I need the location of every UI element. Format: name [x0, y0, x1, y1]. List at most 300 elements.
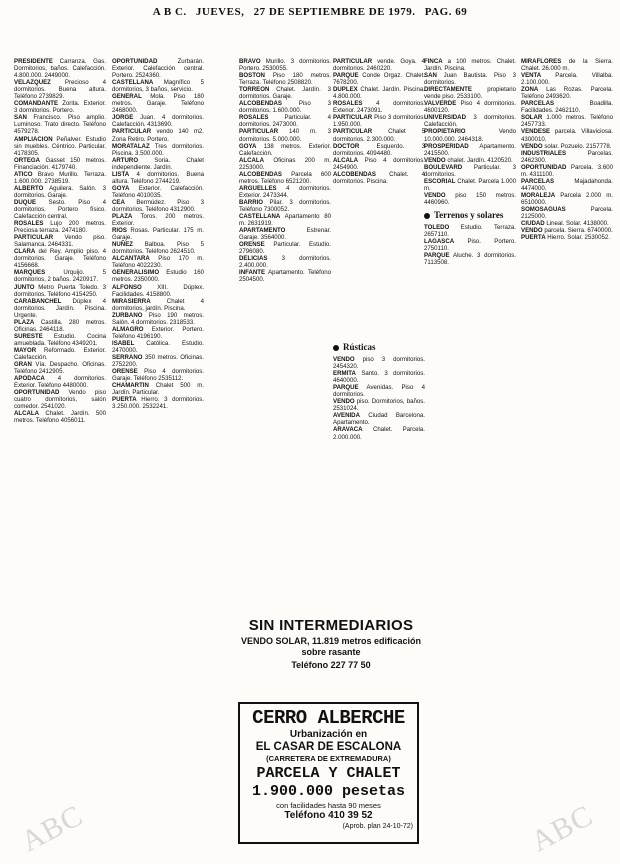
- classified-listing: [521, 128, 613, 142]
- listing-text: Dúplex 4 dormitorios. Jardín. Piscina. Urgente.: [14, 297, 106, 319]
- listing-keyword: SOLAR: [521, 114, 543, 122]
- advert-approval: (Aprob. plan 24-10-72): [342, 823, 413, 830]
- sin-intermediarios-notice: [239, 618, 423, 692]
- listing-keyword: OPORTUNIDAD: [521, 163, 567, 171]
- listing-text: Bravo Murillo. Terraza. 1.600.000. 2738519.: [14, 170, 106, 185]
- page-number: PAG. 69: [424, 6, 468, 18]
- listing-text: Oficinas 200 m. 2253000.: [239, 156, 331, 171]
- classified-listing: [333, 72, 425, 86]
- listing-keyword: ALBERTO: [14, 184, 44, 192]
- classified-listing: [424, 114, 516, 128]
- listing-text: Peñalver. Estudio sin muebles. Céntrico. Particular. 4178305.: [14, 135, 106, 157]
- listing-keyword: ERMITA: [333, 370, 356, 378]
- listing-keyword: BOSTON: [239, 72, 265, 80]
- listing-text: Murillo. 3 dormitorios. Portero. 2530055.: [239, 58, 331, 73]
- classified-listing: [424, 100, 516, 114]
- classified-listing: [239, 199, 331, 213]
- classified-listing: [14, 171, 106, 185]
- classified-listing: [239, 58, 331, 72]
- listing-text: Estudio 160 metros. 2350000.: [112, 269, 204, 284]
- listing-keyword: TOLEDO: [424, 223, 450, 231]
- listing-keyword: GRAN: [14, 361, 32, 369]
- classified-listing: [239, 269, 331, 283]
- listing-keyword: PUERTA: [112, 396, 137, 404]
- advert-terms: con facilidades hasta 90 meses: [276, 801, 381, 810]
- listing-text: Chalet. Parcela. 2.000.000.: [333, 426, 425, 441]
- listing-text: Exterior. Portero. Teléfono 4196190.: [112, 325, 204, 340]
- listing-text: Esquerdo. 3 dormitorios. 4094480.: [333, 142, 425, 157]
- classified-listing: [14, 375, 106, 389]
- listing-text: Piso 4 dormitorios. Garaje. Teléfono 2535112.: [112, 368, 204, 383]
- listing-keyword: JORGE: [112, 114, 134, 122]
- listing-keyword: ALCANTARA: [112, 255, 150, 263]
- advert-location: EL CASAR DE ESCALONA: [255, 741, 402, 753]
- listing-text: Piso 4 dormitorios. 2454900.: [333, 156, 425, 171]
- listing-keyword: VENDESE: [521, 128, 551, 136]
- listing-text: Vendo piso cuatro dormitorios, salón comedor. 2541020.: [14, 389, 106, 411]
- classified-listing: [112, 58, 204, 79]
- listing-keyword: CASTELLANA: [112, 79, 154, 87]
- listing-text: Lujo 200 metros. Preciosa terraza. 2474180.: [14, 220, 106, 235]
- listing-text: Tres dormitorios. Piscina. 3.500.000.: [112, 142, 204, 157]
- listing-keyword: MORATALAZ: [112, 142, 150, 150]
- listing-keyword: ATICO: [14, 170, 33, 178]
- classified-listing: [239, 100, 331, 114]
- classified-listing: [112, 157, 204, 171]
- listing-keyword: CLARA: [14, 248, 36, 256]
- classified-listing: [239, 213, 331, 227]
- classified-listing: [112, 199, 204, 213]
- listing-keyword: DIRECTAMENTE: [424, 86, 472, 94]
- classified-listing: [424, 224, 516, 238]
- listing-text: Gasset 150 metros. Financiación. 4179740.: [14, 156, 106, 171]
- listing-keyword: ESCORIAL: [424, 177, 456, 185]
- listing-text: Chalet. 4 dormitorios. Piscina.: [333, 170, 425, 185]
- listing-keyword: CEA: [112, 198, 125, 206]
- classified-listing: [112, 340, 204, 354]
- classified-listing: [521, 227, 613, 234]
- classified-listing: [333, 398, 425, 412]
- classified-listing: [112, 114, 204, 128]
- listing-keyword: SAN: [14, 114, 27, 122]
- listing-keyword: PROPIETARIO: [424, 128, 466, 136]
- listing-keyword: PARTICULAR: [239, 128, 279, 136]
- advert-price: 1.900.000 pesetas: [251, 783, 406, 800]
- listing-text: Balboa. Piso 5 dormitorios. Teléfono 2624510.: [112, 241, 204, 256]
- classified-listing: [112, 128, 204, 142]
- classified-listing: [14, 185, 106, 199]
- listing-keyword: DUQUE: [14, 198, 37, 206]
- listing-text: Chalet. Parcela 1.000 m.: [424, 177, 516, 192]
- listing-text: 1.000 metros. Teléfono 2457733.: [521, 114, 613, 129]
- listing-keyword: GOYA: [112, 184, 130, 192]
- listing-keyword: ORTEGA: [14, 156, 41, 164]
- listing-keyword: PARCELAS: [521, 100, 555, 108]
- listing-text: Vía. Despacho. Oficinas. Teléfono 2412905.: [14, 361, 106, 376]
- listing-keyword: ALCALA: [239, 156, 265, 164]
- listing-text: 4 dormitorios. Exterior. 2473344.: [239, 184, 331, 199]
- listing-keyword: CHAMARTIN: [112, 382, 149, 390]
- listing-keyword: LISTA: [112, 170, 130, 178]
- listing-text: Católica. Estudio. 2470000.: [112, 339, 204, 354]
- classified-listing: [14, 269, 106, 283]
- listing-keyword: ORENSE: [239, 241, 265, 249]
- listing-text: piso 3 dormitorios. 2454320.: [333, 356, 425, 371]
- classified-listing: [424, 72, 516, 86]
- classified-listing: [521, 143, 613, 150]
- listing-keyword: SERRANO: [112, 353, 143, 361]
- classified-listing: [239, 241, 331, 255]
- listing-keyword: DELICIAS: [239, 255, 268, 263]
- listing-keyword: NUÑEZ: [112, 241, 133, 249]
- listing-keyword: ARGUELLES: [239, 184, 277, 192]
- classified-listing: [239, 171, 331, 185]
- classified-listing: [14, 58, 106, 79]
- listing-keyword: COMANDANTE: [14, 100, 59, 108]
- advert-offer: PARCELA Y CHALET: [256, 765, 401, 782]
- terrenos-listings: [424, 224, 516, 266]
- classified-listing: [112, 354, 204, 368]
- advert-subtitle: Urbanización en: [289, 729, 368, 740]
- listing-text: 4 dormitorios. Exterior. Teléfono 4480000.: [14, 375, 106, 390]
- listing-text: Particular. Estudio. 2796080.: [239, 241, 331, 256]
- advert-title: CERRO ALBERCHE: [252, 707, 405, 729]
- listing-keyword: ALCALA: [14, 410, 40, 418]
- listing-keyword: ZURBANO: [112, 311, 143, 319]
- listing-keyword: FINCA: [424, 58, 443, 65]
- listing-keyword: ALCALA: [333, 156, 359, 164]
- classified-listing: [424, 178, 516, 192]
- listing-keyword: BOULEVARD: [424, 163, 463, 171]
- listing-keyword: ALCOBENDAS: [333, 170, 376, 178]
- listing-keyword: PLAZA: [14, 318, 35, 326]
- listing-text: Francisco. Piso amplio. Luminoso. Trato directo. Teléfono 4579278.: [14, 114, 106, 136]
- listing-keyword: UNIVERSIDAD: [424, 114, 466, 122]
- listing-keyword: GENERALISIMO: [112, 269, 160, 277]
- classified-listing: [14, 389, 106, 410]
- classified-listing: [239, 157, 331, 171]
- listing-keyword: LAGASCA: [424, 238, 455, 246]
- classified-listing: [424, 157, 516, 164]
- listing-keyword: INDUSTRIALES: [521, 149, 567, 157]
- classified-listing: [521, 86, 613, 100]
- classified-listing: [112, 284, 204, 298]
- classified-listing: [239, 114, 331, 128]
- listing-text: 350 metros. Oficinas. 2752200.: [112, 353, 204, 369]
- listing-keyword: SAN: [424, 72, 437, 80]
- listing-text: Sesto. Piso 4 dormitorios. Portero físico. Calefacción central.: [14, 198, 106, 221]
- listing-text: Chalet 500 m. Jardín. Particular.: [112, 382, 204, 397]
- listing-text: vende. Goya. 4 dormitorios. 2460220.: [333, 58, 425, 73]
- listing-text: Piso 170 m. Teléfono 4022230.: [112, 255, 204, 270]
- listing-text: Parcela. 3.600 m. 4311100.: [521, 163, 613, 178]
- listing-keyword: RIOS: [112, 227, 127, 235]
- classified-listing: [14, 284, 106, 298]
- listing-keyword: ROSALES: [14, 220, 44, 228]
- listing-text: Las Rozas. Parcela. Teléfono 2493620.: [521, 86, 613, 101]
- listing-keyword: ALFONSO: [112, 283, 142, 291]
- listing-text: Chalet 5 dormitorios. 2.300.000.: [333, 128, 425, 143]
- classified-listing: [521, 100, 613, 114]
- classified-listing: [333, 157, 425, 171]
- classified-listing: [333, 412, 425, 426]
- listing-keyword: MARQUES: [14, 269, 46, 277]
- listing-keyword: VENDO: [424, 191, 446, 199]
- abc-watermark: ABC: [525, 798, 599, 859]
- listing-keyword: GOYA: [239, 142, 257, 150]
- classified-listing: [333, 426, 425, 440]
- classified-listing: [112, 312, 204, 326]
- classified-listing: [521, 164, 613, 178]
- classifieds-column-6: [521, 58, 613, 838]
- classified-listing: [333, 384, 425, 398]
- classified-listing: [112, 213, 204, 227]
- listing-text: Mola. Piso 180 metros. Garaje. Teléfono 2468000.: [112, 93, 204, 115]
- listing-keyword: APARTAMENTO: [239, 227, 286, 235]
- classified-listing: [112, 171, 204, 185]
- classified-listing: [14, 410, 106, 424]
- listing-text: piso 150 metros. 4460960.: [424, 191, 516, 206]
- classified-listing: [14, 114, 106, 135]
- classified-listing: [239, 143, 331, 157]
- listing-keyword: ROSALES: [239, 114, 269, 122]
- listing-text: propietario vende piso. 2533100.: [424, 86, 516, 101]
- classified-listing: [333, 114, 425, 128]
- listing-text: Chalet. Jardín. Piscina. 4.800.000.: [333, 86, 425, 101]
- listing-keyword: VENDO: [333, 356, 355, 363]
- classified-listing: [14, 79, 106, 100]
- listing-text: Conde Orgaz. Chalet. 7678200.: [333, 72, 425, 87]
- listing-text: Piso. Portero. 2750110.: [424, 238, 516, 253]
- classified-listing: [14, 199, 106, 220]
- classified-listing: [521, 220, 613, 227]
- listing-text: Reformado. Exterior. Calefacción.: [14, 346, 106, 361]
- listing-keyword: ISABEL: [112, 339, 135, 347]
- advert-phone: Teléfono 410 39 52: [284, 810, 373, 821]
- classified-listing: [333, 143, 425, 157]
- rusticas-section: [333, 338, 425, 510]
- listing-keyword: PARQUE: [333, 72, 359, 80]
- classifieds-column-2: [112, 58, 204, 838]
- advert-road: (CARRETERA DE EXTREMADURA): [266, 754, 391, 763]
- column-5-listings: [424, 58, 516, 206]
- classified-listing: [424, 128, 516, 142]
- listing-text: Apartamento 80 m. 2631919.: [239, 213, 331, 228]
- classified-listing: [424, 192, 516, 206]
- listing-keyword: SOMOSAGUAS: [521, 205, 566, 213]
- classified-listing: [333, 100, 425, 114]
- classified-listing: [424, 86, 516, 100]
- listing-text: Lineal. Solar. 4138000.: [544, 220, 609, 228]
- listing-text: Piso 180 metros. Terraza. Teléfono 2508820.: [239, 72, 331, 87]
- listing-keyword: MORALEJA: [521, 191, 556, 199]
- listing-keyword: OPORTUNIDAD: [112, 58, 158, 65]
- listing-text: Avenidas. Piso 4 dormitorios.: [333, 384, 425, 399]
- classified-listing: [333, 171, 425, 185]
- publication-name: A B C.: [152, 6, 187, 18]
- listing-keyword: GENERAL: [112, 93, 142, 101]
- listing-text: Chalet. Jardín. 3 dormitorios. Garaje.: [239, 86, 331, 101]
- cerro-alberche-advert: [238, 702, 419, 844]
- listing-text: Chalet. Jardín. 500 metros. Teléfono 4056011.: [14, 410, 106, 425]
- listing-text: chalet. Jardín. 4120520.: [445, 156, 513, 164]
- classified-listing: [112, 382, 204, 396]
- classified-listing: [424, 164, 516, 178]
- listing-keyword: MIRASIERRA: [112, 297, 151, 305]
- listing-keyword: PARCELAS: [521, 177, 555, 185]
- listing-keyword: BARRIO: [239, 198, 264, 206]
- listing-text: Vendo 10.000.000. 2464318.: [424, 128, 516, 143]
- listing-keyword: PARTICULAR: [333, 114, 373, 122]
- classified-listing: [239, 185, 331, 199]
- classified-listing: [424, 238, 516, 252]
- listing-text: 138 metros. Exterior. Calefacción.: [239, 142, 331, 157]
- classifieds-column-3: [239, 58, 331, 606]
- listing-keyword: SURESTE: [14, 332, 43, 340]
- listing-keyword: JUNTO: [14, 283, 35, 291]
- listing-keyword: PRESIDENTE: [14, 58, 53, 65]
- classified-listing: [424, 143, 516, 157]
- listing-text: Apartamento. Teléfono 2504500.: [239, 269, 331, 284]
- listing-text: Magnífico 5 dormitorios, 3 baños, servicio.: [112, 79, 204, 94]
- classified-listing: [521, 72, 613, 86]
- listing-keyword: CASTELLANA: [239, 213, 281, 221]
- weekday: JUEVES,: [195, 6, 245, 18]
- listing-text: Juan. 4 dormitorios. Calefacción. 4313690.: [112, 114, 204, 129]
- listing-text: Parcela. 2125000.: [521, 205, 613, 221]
- listing-keyword: MAYOR: [14, 346, 37, 354]
- listing-text: Castilla. 280 metros. Oficinas. 2464118.: [14, 318, 106, 333]
- listing-text: Parcela 2.000 m. 6510000.: [521, 191, 613, 206]
- listing-keyword: VELAZQUEZ: [14, 79, 51, 87]
- classified-listing: [14, 136, 106, 157]
- notice-phone: Teléfono 227 77 50: [291, 660, 371, 670]
- listing-text: Piso 3 dormitorios. 1.950.000.: [333, 114, 425, 129]
- listing-keyword: TORREON: [239, 86, 270, 94]
- listing-text: Santo. 3 dormitorios. 4640000.: [333, 370, 425, 385]
- listing-text: parcela. Villaviciosa. 4300010.: [521, 128, 613, 143]
- issue-date: 27 DE SEPTIEMBRE DE 1979.: [253, 6, 416, 18]
- classified-listing: [333, 128, 425, 142]
- classifieds-column-4: [333, 58, 425, 334]
- classified-listing: [14, 298, 106, 319]
- classified-listing: [14, 157, 106, 171]
- listing-text: del Rey. Amplio piso. 4 dormitorios. Garaje. Teléfono 4156668.: [14, 248, 106, 270]
- listing-text: de la Sierra. Chalet. 26.000 m.: [521, 58, 613, 73]
- notice-title: SIN INTERMEDIARIOS: [248, 617, 414, 634]
- bullet-icon: [424, 213, 430, 219]
- listing-text: Bermúdez. Piso 3 dormitorios. Teléfono 4312900.: [112, 198, 204, 213]
- listing-keyword: VENDO: [424, 156, 446, 164]
- listing-text: 4 dormitorios. Exterior. 2473091.: [333, 100, 425, 115]
- listing-text: Hierro. 3 dormitorios. 3.250.000. 2532241.: [112, 396, 204, 411]
- listing-keyword: PARTICULAR: [14, 234, 54, 242]
- abc-watermark: ABC: [15, 798, 89, 859]
- classified-listing: [112, 255, 204, 269]
- classified-listing: [112, 185, 204, 199]
- listing-text: Ciudad Barcelona. Apartamento.: [333, 412, 425, 427]
- listing-keyword: PROSPERIDAD: [424, 142, 469, 150]
- classified-listing: [112, 298, 204, 312]
- listing-keyword: VALVERDE: [424, 100, 457, 108]
- listing-keyword: ARTURO: [112, 156, 139, 164]
- listing-text: Piso 3 dormitorios. 1.600.000.: [239, 100, 331, 115]
- classified-listing: [14, 100, 106, 114]
- listing-keyword: PARQUE: [424, 252, 450, 260]
- listing-keyword: CARABANCHEL: [14, 297, 62, 305]
- listing-keyword: PUERTA: [521, 234, 546, 242]
- listing-text: Soria. Chalet independiente. Jardín.: [112, 156, 204, 171]
- listing-keyword: OPORTUNIDAD: [14, 389, 60, 397]
- classified-listing: [333, 370, 425, 384]
- listing-text: Zurbarán. Exterior. Calefacción central. Portero. 2524360.: [112, 58, 204, 80]
- listing-keyword: ALCOBENDAS: [239, 100, 282, 108]
- listing-text: 3 dormitorios. Calefacción.: [424, 114, 516, 129]
- listing-keyword: PARTICULAR: [333, 128, 373, 136]
- classified-listing: [521, 114, 613, 128]
- classified-listing: [521, 234, 613, 241]
- listing-keyword: BRAVO: [239, 58, 261, 65]
- listing-keyword: MIRAFLORES: [521, 58, 562, 65]
- listing-keyword: CIUDAD: [521, 220, 545, 228]
- listing-text: Vendo piso. Salamanca. 2464331.: [14, 234, 106, 249]
- listing-text: Boadilla. Facilidades. 2462110.: [521, 100, 613, 115]
- classified-listing: [239, 255, 331, 269]
- listing-text: Particular. 3 dormitorios.: [424, 163, 516, 178]
- classified-listing: [521, 192, 613, 206]
- classified-listing: [14, 319, 106, 333]
- listing-text: Parcela. Villalba. 2.100.000.: [521, 72, 613, 87]
- listing-keyword: PARTICULAR: [112, 128, 152, 136]
- listing-text: Hierro. Solar. 2530052.: [545, 234, 610, 242]
- classified-listing: [112, 368, 204, 382]
- section-heading-terrenos: Terrenos y solares: [424, 210, 516, 221]
- notice-text: VENDO SOLAR, 11.819 metros edificación sobre rasante: [240, 636, 422, 657]
- listing-text: Piso 4 dormitorios. 4600120.: [424, 100, 516, 115]
- listing-text: Estudio. Cocina amueblada. Teléfono 4349201.: [14, 332, 106, 347]
- listing-text: XIII. Dúplex. Facilidades. 4158800.: [112, 283, 204, 298]
- classified-listing: [14, 333, 106, 347]
- classified-listing: [239, 72, 331, 86]
- listing-text: Parcelas. 2462300.: [521, 149, 613, 164]
- listing-keyword: ALMAGRO: [112, 325, 144, 333]
- classified-listing: [112, 93, 204, 114]
- listing-text: vendo 140 m2. Zona Retiro. Portero.: [112, 128, 204, 143]
- listing-text: Precioso 4 dormitorios. Buena altura. Teléfono 2739829.: [14, 79, 106, 101]
- listing-keyword: ARAVACA: [333, 426, 363, 434]
- listing-text: Pilar. 3 dormitorios. Teléfono 7300052.: [239, 198, 331, 213]
- classified-listing: [112, 396, 204, 410]
- section-heading-rusticas: Rústicas: [333, 342, 425, 353]
- classified-listing: [112, 79, 204, 93]
- listing-keyword: DOCTOR: [333, 142, 360, 150]
- classified-listing: [14, 347, 106, 361]
- listing-text: Parcela 600 metros. Teléfono 6521200.: [239, 170, 331, 185]
- listing-text: piso. Dormitorios, baños. 2531024.: [333, 398, 425, 413]
- listing-text: Zorita. Exterior. 3 dormitorios. Portero.: [14, 100, 106, 115]
- classified-listing: [239, 86, 331, 100]
- listing-keyword: VENDO: [521, 227, 543, 235]
- listing-text: Piso 190 metros. Salón. 4 dormitorios. 2318533.: [112, 311, 204, 326]
- listing-text: 3 dormitorios. 2.400.000.: [239, 255, 331, 270]
- listing-text: Majadahonda. 4474000.: [521, 177, 613, 192]
- listing-keyword: ZONA: [521, 86, 539, 94]
- listing-text: Rosas. Particular. 175 m. Garaje.: [112, 227, 204, 242]
- listing-text: Urquijo. 5 dormitorios, 2 baños. 2420917.: [14, 269, 106, 284]
- listing-text: Aluche. 3 dormitorios. 7113508.: [424, 252, 516, 267]
- classified-listing: [239, 128, 331, 142]
- classified-listing: [112, 269, 204, 283]
